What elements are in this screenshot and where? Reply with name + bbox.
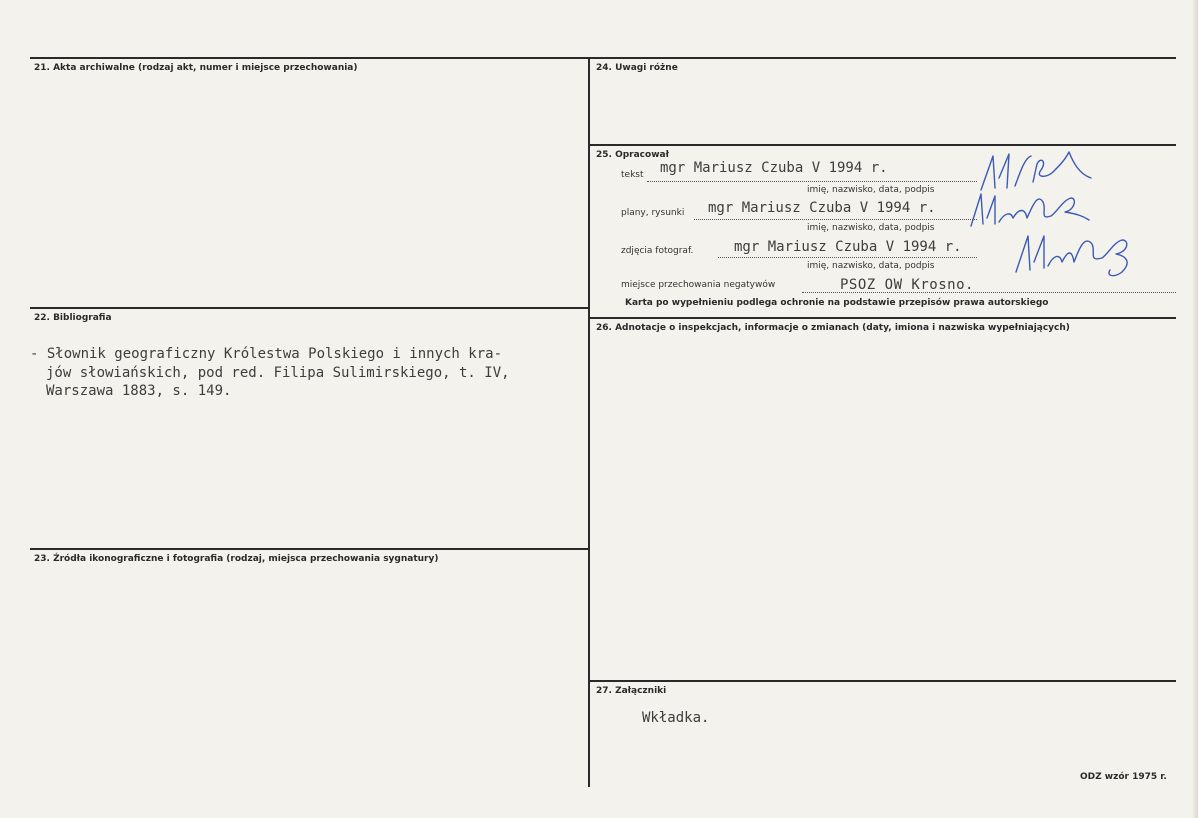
section-21-label: 21. Akta archiwalne (rodzaj akt, numer i miejsce przechowania) (34, 63, 358, 73)
bibliography-line-3: Warszawa 1883, s. 149. (46, 383, 232, 399)
bibliography-line-1: - Słownik geograficzny Królestwa Polskiego i innych kra- (30, 346, 503, 362)
zdjecia-caption: imię, nazwisko, data, podpis (807, 261, 935, 271)
bibliography-line-2: jów słowiańskich, pod red. Filipa Sulimirskiego, t. IV, (46, 365, 510, 381)
section-22-label: 22. Bibliografia (34, 313, 112, 323)
section-27-label: 27. Załączniki (596, 686, 667, 696)
divider-22-23 (30, 548, 588, 550)
negatywy-dotted-line (802, 292, 1176, 293)
center-divider (588, 57, 590, 787)
zdjecia-dotted-line (718, 257, 977, 258)
zdjecia-value: mgr Mariusz Czuba V 1994 r. (734, 239, 962, 255)
tekst-dotted-line (647, 181, 977, 182)
divider-26-27 (590, 680, 1176, 682)
tekst-caption: imię, nazwisko, data, podpis (807, 185, 935, 195)
plany-caption: imię, nazwisko, data, podpis (807, 223, 935, 233)
signature-zdjecia (1010, 228, 1140, 278)
divider-25-26 (590, 317, 1176, 319)
divider-21-22 (30, 307, 588, 309)
tekst-label: tekst (621, 170, 644, 180)
section-26-label: 26. Adnotacje o inspekcjach, informacje o zmianach (daty, imiona i nazwiska wypełniających) (596, 323, 1070, 333)
divider-24-25 (590, 144, 1176, 146)
negatywy-label: miejsce przechowania negatywów (621, 280, 776, 290)
top-rule (30, 57, 1176, 59)
attachments-value: Wkładka. (642, 710, 710, 726)
signature-plany (965, 188, 1095, 233)
card-edge-shadow (1192, 0, 1198, 818)
copyright-notice: Karta po wypełnieniu podlega ochronie na podstawie przepisów prawa autorskiego (625, 298, 1049, 308)
section-23-label: 23. Źródła ikonograficzne i fotografia (rodzaj, miejsca przechowania sygnatury) (34, 554, 439, 564)
plany-dotted-line (694, 219, 977, 220)
form-id: ODZ wzór 1975 r. (1080, 772, 1167, 782)
negatywy-value: PSOZ OW Krosno. (840, 277, 974, 293)
zdjecia-label: zdjęcia fotograf. (621, 246, 694, 256)
plany-value: mgr Mariusz Czuba V 1994 r. (708, 200, 936, 216)
section-25-label: 25. Opracował (596, 150, 669, 160)
tekst-value: mgr Mariusz Czuba V 1994 r. (660, 160, 888, 176)
section-24-label: 24. Uwagi różne (596, 63, 678, 73)
plany-label: plany, rysunki (621, 208, 685, 218)
